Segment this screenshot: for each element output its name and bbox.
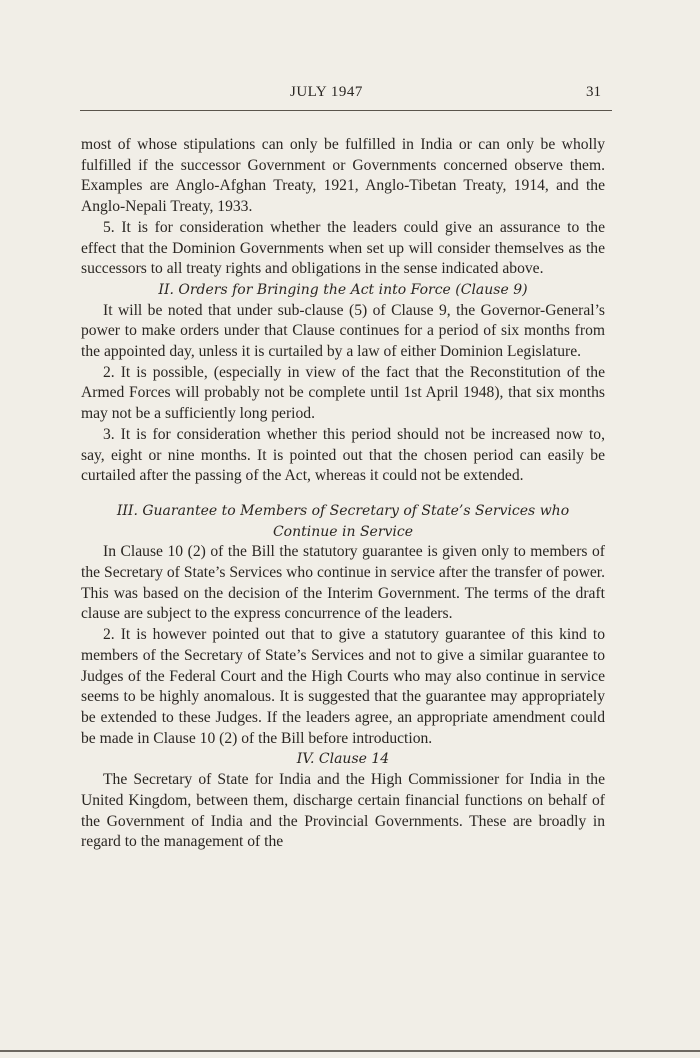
body-text [81, 135, 605, 853]
paragraph-2-six-months: 2. It is possible, (especially in view of the fact that the Reconstitution of the Armed Forces will probably not be complete until 1st April 1948), that six months may not be a sufficiently long period. [81, 363, 605, 423]
section-heading-clause-14: IV. Clause 14 [296, 751, 390, 768]
paragraph-2-judges: 2. It is however pointed out that to give a statutory guarantee of this kind to members of the Secretary of State’s Services and not to give a similar guarantee to Judges of the Federal Court and the High Courts who may also continue in service seems to be highly anomalous. It is suggested that the guarantee may appropriately be extended to these Judges. If the leaders agree, an appropriate amendment could be made in Clause 10 (2) of the Bill before introduction. [81, 626, 605, 747]
paragraph-financial-functions: The Secretary of State for India and the High Commissioner for India in the United Kingdom, between them, discharge certain financial functions on behalf of the Government of India and the Provincial Governments. These are broadly in regard to the management of the [81, 771, 605, 851]
paragraph-treaties-continued: most of whose stipulations can only be fulfilled in India or can only be wholly fulfilled if the successor Government or Governments concerned observe them. Examples are Anglo-Afghan Treaty, 1921, Anglo-Tibetan Treaty, 1914, and the Anglo-Nepali Treaty, 1933. [81, 136, 605, 216]
page-bottom-edge [0, 1050, 700, 1052]
paragraph-clause-9-orders: It will be noted that under sub-clause (5) of Clause 9, the Governor-General’s power to make orders under that Clause continues for a period of six months from the appointed day, unless it is curtailed by a law of either Dominion Legislature. [81, 301, 605, 361]
header-divider [80, 110, 612, 111]
running-header [0, 84, 700, 104]
paragraph-3-extend-period: 3. It is for consideration whether this period should not be increased now to, say, eight or nine months. It is pointed out that the chosen period can easily be curtailed after the passing of the Act, whereas it could not be extended. [81, 425, 605, 485]
page-number: 31 [586, 84, 601, 100]
paragraph-clause-10-guarantee: In Clause 10 (2) of the Bill the statutory guarantee is given only to members of the Secretary of State’s Services who continue in service after the transfer of power. This was based on the decision of the Interim Government. The terms of the draft clause are subject to the express concurrence of the leaders. [81, 543, 605, 623]
paragraph-5-assurance: 5. It is for consideration whether the leaders could give an assurance to the effect that the Dominion Governments when set up will consider themselves as the successors to all treaty rights and obligations in the sense indicated above. [81, 218, 605, 278]
header-title: JULY 1947 [290, 84, 363, 100]
section-heading-clause-9: II. Orders for Bringing the Act into Force (Clause 9) [158, 281, 528, 298]
section-spacer [81, 487, 605, 501]
section-heading-guarantee: III. Guarantee to Members of Secretary of State’s Services who Continue in Service [116, 502, 570, 540]
